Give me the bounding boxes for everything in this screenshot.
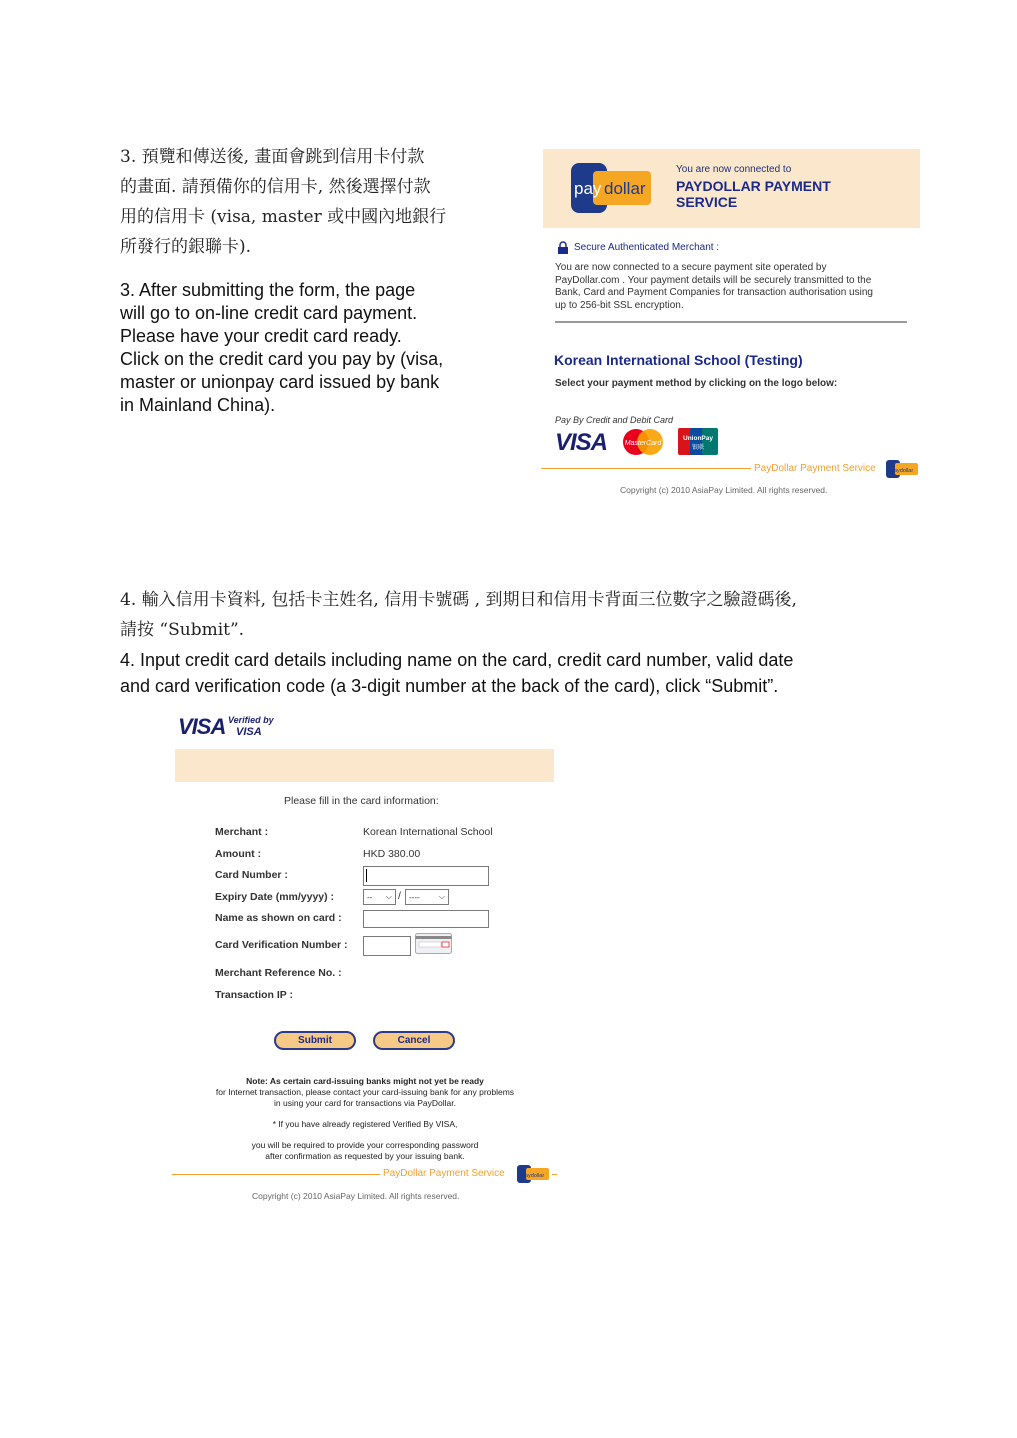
- step3-zh-line: 用的信用卡 (visa, master 或中國內地銀行: [120, 207, 447, 227]
- copyright: Copyright (c) 2010 AsiaPay Limited. All rights reserved.: [620, 485, 828, 495]
- form-banner: [175, 749, 554, 782]
- footer-line: [172, 1174, 380, 1175]
- password-line: you will be required to provide your corresponding password: [251, 1140, 479, 1150]
- divider: [555, 321, 907, 323]
- mastercard-text: MasterCard: [624, 440, 662, 447]
- cancel-button[interactable]: Cancel: [373, 1031, 455, 1050]
- expiry-year-select[interactable]: [405, 889, 449, 905]
- year-option: ----: [409, 892, 420, 902]
- mini-logo-text: paydollar: [890, 468, 914, 474]
- password-line: after confirmation as requested by your issuing bank.: [265, 1151, 465, 1161]
- paydollar-service-label: PayDollar Payment Service: [754, 463, 876, 474]
- note-text: [175, 1076, 555, 1109]
- lock-icon: [557, 241, 569, 254]
- name-input[interactable]: [363, 910, 489, 928]
- expiry-month-select[interactable]: [363, 889, 396, 905]
- expiry-slash: /: [398, 890, 401, 902]
- password-text: [175, 1140, 555, 1162]
- secure-line: Bank, Card and Payment Companies for transaction authorisation using: [555, 287, 873, 298]
- step4-en-line: 4. Input credit card details including name on the card, credit card number, valid date: [120, 650, 794, 670]
- registered-text: * If you have already registered Verified By VISA,: [272, 1119, 458, 1129]
- step3-en-line: master or unionpay card issued by bank: [120, 372, 440, 392]
- month-option: --: [367, 892, 373, 902]
- verified-visa-label: VISA: [236, 726, 262, 738]
- expiry-label: Expiry Date (mm/yyyy) :: [215, 891, 335, 903]
- step3-en-line: Please have your credit card ready.: [120, 326, 402, 346]
- text-cursor: [366, 869, 367, 882]
- copyright: Copyright (c) 2010 AsiaPay Limited. All rights reserved.: [252, 1191, 460, 1201]
- paydollar-title-line: SERVICE: [676, 194, 738, 210]
- connected-label: You are now connected to: [676, 164, 792, 175]
- note-line: Note: As certain card-issuing banks might not yet be ready: [246, 1076, 484, 1086]
- paydollar-mini-logo: [517, 1165, 549, 1183]
- secure-line: PayDollar.com . Your payment details will be securely transmitted to the: [555, 274, 872, 286]
- card-back-icon: [415, 933, 452, 954]
- chevron-down-icon: ⌵: [438, 892, 445, 901]
- name-label: Name as shown on card :: [215, 912, 342, 924]
- unionpay-text: UnionPay: [683, 435, 713, 442]
- step3-zh-text: [120, 142, 500, 262]
- note-line: for Internet transaction, please contact your card-issuing bank for any problems: [215, 1087, 515, 1097]
- footer-line: [541, 468, 751, 469]
- mastercard-logo-button[interactable]: [621, 428, 665, 456]
- card-number-label: Card Number :: [215, 869, 288, 881]
- unionpay-zh-text: 银联: [691, 444, 705, 451]
- amount-value: HKD 380.00: [363, 848, 421, 860]
- secure-merchant-heading: Secure Authenticated Merchant :: [574, 242, 720, 253]
- step3-en-text: [120, 279, 520, 417]
- paydollar-title-line: PAYDOLLAR PAYMENT: [676, 178, 831, 194]
- step3-zh-line: 3. 預覽和傳送後, 畫面會跳到信用卡付款: [120, 147, 425, 167]
- merchant-value: Korean International School: [363, 826, 493, 838]
- footer-line-end: [552, 1174, 557, 1175]
- step3-en-line: will go to on-line credit card payment.: [120, 303, 418, 323]
- merchant-label: Merchant :: [215, 826, 269, 838]
- cvn-input[interactable]: [363, 936, 411, 956]
- paydollar-logo-dollar: dollar: [604, 179, 646, 198]
- step4-zh-line: 請按 “Submit”.: [120, 620, 245, 640]
- fill-prompt: Please fill in the card information:: [284, 795, 439, 807]
- paydollar-mini-logo: [886, 460, 918, 478]
- step3-en-line: 3. After submitting the form, the page: [120, 280, 416, 300]
- reference-label: Merchant Reference No. :: [215, 967, 342, 979]
- secure-line: You are now connected to a secure payment site operated by: [555, 262, 827, 273]
- amount-label: Amount :: [215, 848, 262, 860]
- step4-en-text: [120, 647, 940, 699]
- step4-zh-text: [120, 585, 920, 645]
- step3-en-line: in Mainland China).: [120, 395, 276, 415]
- secure-line: up to 256-bit SSL encryption.: [555, 299, 684, 311]
- vbv-visa-logo: VISA: [178, 714, 226, 739]
- cvn-label: Card Verification Number :: [215, 939, 348, 951]
- secure-description: [555, 262, 907, 312]
- visa-logo-button[interactable]: VISA: [555, 429, 608, 456]
- school-name: Korean International School (Testing): [554, 352, 803, 368]
- card-number-input[interactable]: [363, 866, 489, 886]
- paydollar-logo-pay: pay: [574, 179, 602, 198]
- paydollar-title: [676, 178, 906, 210]
- paydollar-logo: [571, 163, 651, 213]
- select-method-text: Select your payment method by clicking on the logo below:: [555, 378, 838, 389]
- pay-by-label: Pay By Credit and Debit Card: [555, 415, 674, 425]
- step4-zh-line: 4. 輸入信用卡資料, 包括卡主姓名, 信用卡號碼 , 到期日和信用卡背面三位數字之驗證碼後,: [120, 590, 797, 610]
- ip-label: Transaction IP :: [215, 989, 293, 1001]
- verified-by-label: Verified by: [228, 715, 274, 725]
- unionpay-logo-button[interactable]: [678, 428, 718, 455]
- step3-zh-line: 的畫面. 請預備你的信用卡, 然後選擇付款: [120, 177, 431, 197]
- paydollar-service-label: PayDollar Payment Service: [383, 1168, 505, 1179]
- note-line: in using your card for transactions via PayDollar.: [274, 1098, 456, 1108]
- step4-en-line: and card verification code (a 3-digit number at the back of the card), click “Submit”.: [120, 676, 779, 696]
- mini-logo-text: paydollar: [521, 1173, 545, 1179]
- step3-zh-line: 所發行的銀聯卡).: [120, 237, 252, 257]
- chevron-down-icon: ⌵: [385, 892, 392, 901]
- step3-en-line: Click on the credit card you pay by (visa,: [120, 349, 444, 369]
- submit-button[interactable]: Submit: [274, 1031, 356, 1050]
